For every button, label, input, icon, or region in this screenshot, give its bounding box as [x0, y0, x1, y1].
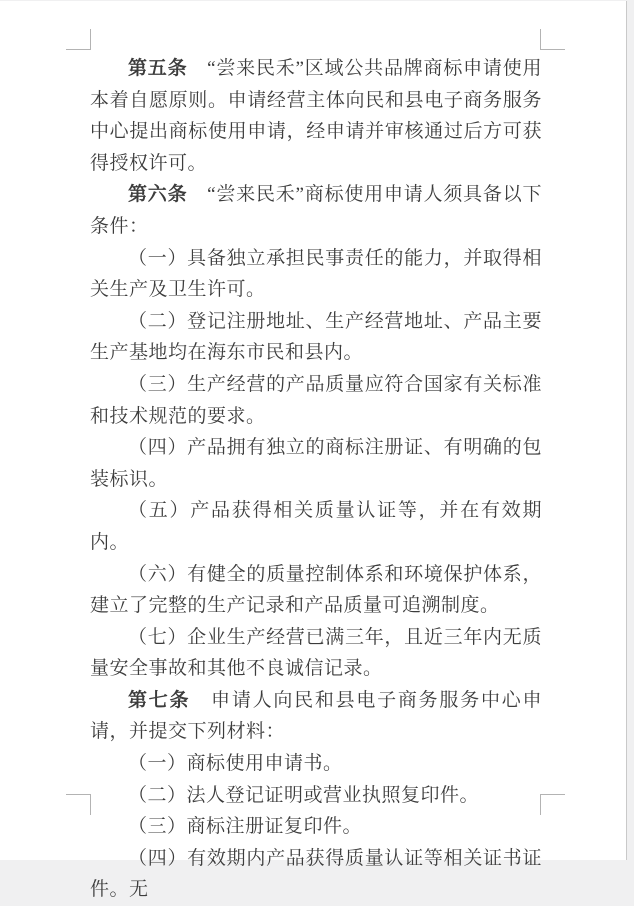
paragraph-material-2 — [90, 780, 542, 812]
paragraph-condition-5 — [90, 495, 542, 558]
paragraph-text: （六）有健全的质量控制体系和环境保护体系，建立了完整的生产记录和产品质量可追溯制度。 — [90, 563, 542, 617]
paragraph-article-5 — [90, 53, 542, 179]
paragraph-condition-6 — [90, 559, 542, 622]
text-boundary-mark-bottom-left — [66, 794, 91, 815]
paragraph-text: （二）登记注册地址、生产经营地址、产品主要生产基地均在海东市民和县内。 — [90, 310, 542, 364]
text-boundary-mark-top-left — [66, 29, 91, 50]
paragraph-text: （二）法人登记证明或营业执照复印件。 — [128, 784, 480, 806]
paragraph-text: （四）产品拥有独立的商标注册证、有明确的包装标识。 — [90, 437, 542, 490]
paragraph-text: （三）商标注册证复印件。 — [128, 816, 363, 838]
paragraph-text: （一）商标使用申请书。 — [128, 753, 343, 775]
paragraph-material-3 — [90, 811, 542, 843]
paragraph-text: “尝来民禾”区域公共品牌商标申请使用本着自愿原则。申请经营主体向民和县电子商务服务中心提出商标使用申请，经申请并审核通过后方可获得授权许可。 — [90, 58, 542, 174]
article-number-label: 第五条 — [128, 58, 188, 79]
article-number-label: 第六条 — [128, 184, 188, 206]
paragraph-condition-4 — [90, 432, 542, 495]
paragraph-text: （七）企业生产经营已满三年，且近三年内无质量安全事故和其他不良诚信记录。 — [90, 626, 542, 680]
paragraph-article-6 — [90, 179, 542, 242]
paragraph-condition-1 — [90, 243, 542, 306]
paragraph-text: （四）有效期内产品获得质量认证等相关证书证件。无 — [90, 847, 542, 901]
paragraph-condition-2 — [90, 306, 542, 369]
paragraph-material-4 — [90, 843, 542, 906]
paragraph-text: （一）具备独立承担民事责任的能力，并取得相关生产及卫生许可。 — [90, 247, 542, 301]
paragraph-condition-3 — [90, 369, 542, 432]
document-body-text — [90, 53, 542, 906]
text-boundary-mark-top-right — [540, 29, 565, 50]
paragraph-text: （三）生产经营的产品质量应符合国家有关标准和技术规范的要求。 — [90, 373, 542, 427]
word-page — [0, 1, 627, 901]
text-boundary-mark-bottom-right — [540, 794, 565, 815]
paragraph-text: 申请人向民和县电子商务服务中心申请，并提交下列材料： — [90, 689, 542, 743]
article-number-label: 第七条 — [128, 689, 191, 711]
paragraph-material-1 — [90, 748, 542, 780]
paragraph-text: “尝来民禾”商标使用申请人须具备以下条件： — [90, 184, 542, 237]
paragraph-condition-7 — [90, 622, 542, 685]
paragraph-article-7 — [90, 685, 542, 748]
paragraph-text: （五）产品获得相关质量认证等，并在有效期内。 — [90, 500, 542, 553]
